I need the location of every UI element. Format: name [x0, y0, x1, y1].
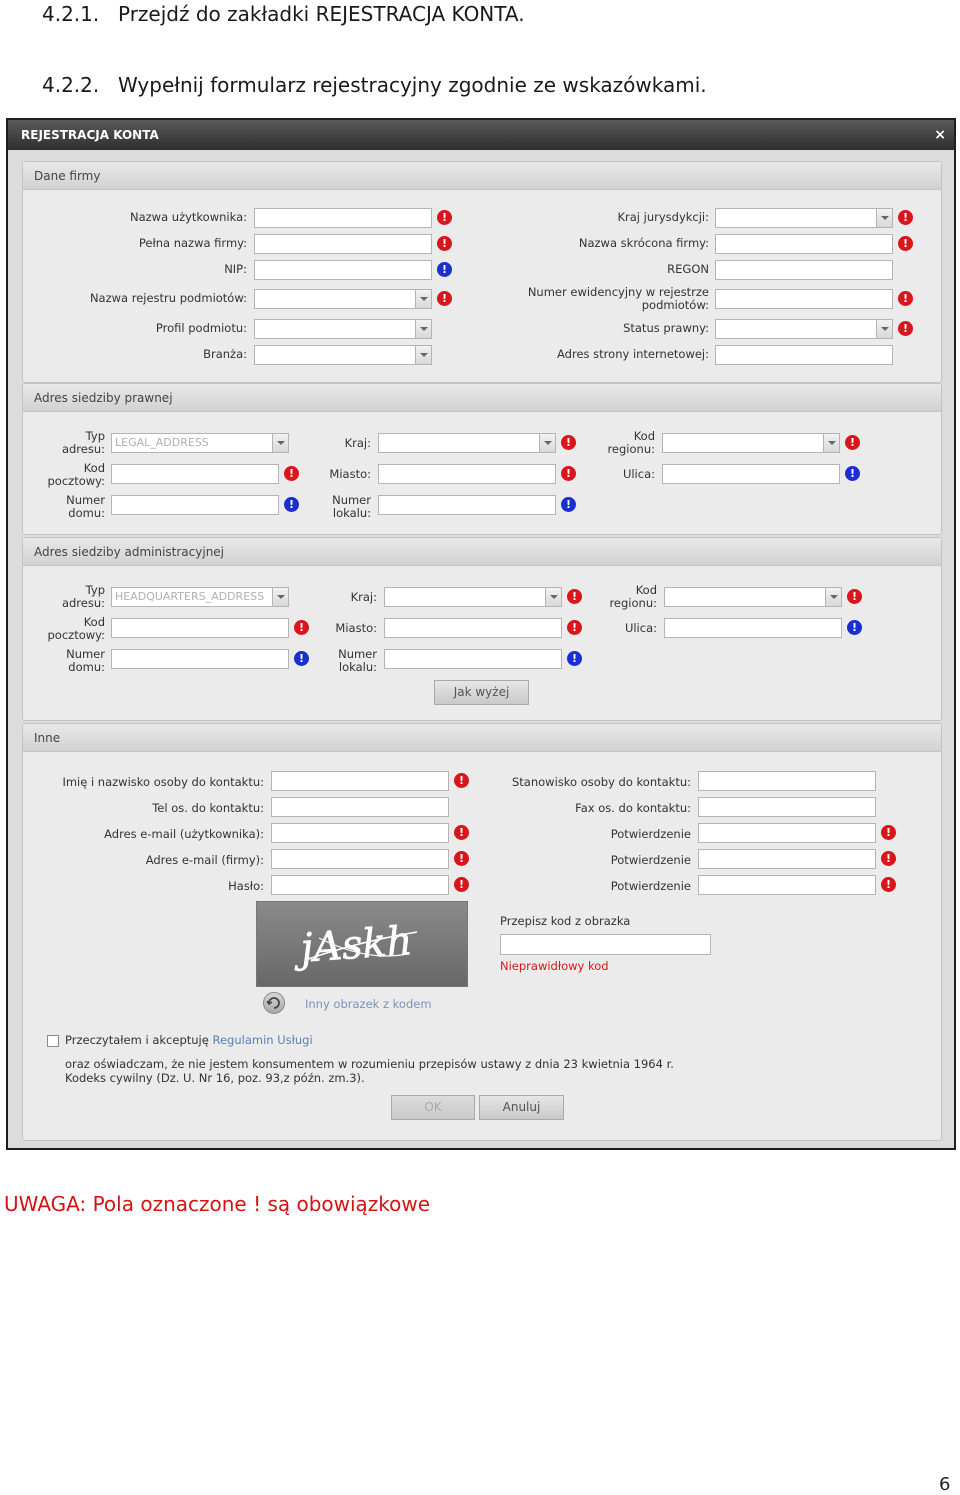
step-2-number: 4.2.2. — [42, 73, 100, 97]
legal-status-label: Status prawny: — [623, 321, 709, 335]
captcha-input[interactable] — [500, 934, 711, 955]
required-icon: ! — [454, 825, 469, 840]
captcha-graphic — [257, 902, 467, 986]
email-company-input[interactable] — [271, 849, 449, 869]
legal-street-input[interactable] — [662, 464, 840, 484]
required-icon: ! — [567, 620, 582, 635]
chevron-down-icon[interactable] — [272, 434, 288, 452]
fullname-label: Pełna nazwa firmy: — [138, 236, 247, 250]
legal-type-value: LEGAL_ADDRESS — [115, 436, 209, 449]
admin-postal-label — [48, 616, 106, 642]
required-icon: ! — [881, 851, 896, 866]
contact-phone-label: Tel os. do kontaktu: — [152, 801, 264, 815]
email-company-label: Adres e-mail (firmy): — [145, 853, 264, 867]
cancel-button[interactable]: Anuluj — [479, 1095, 564, 1120]
required-icon: ! — [437, 236, 452, 251]
admin-region-select[interactable] — [664, 587, 842, 607]
industry-select[interactable] — [254, 345, 432, 365]
refresh-icon[interactable] — [263, 992, 285, 1014]
legal-house-label-line1: Numer — [66, 493, 105, 507]
confirm-email-company-input[interactable] — [698, 849, 876, 869]
admin-address-panel — [22, 537, 942, 721]
shortname-label: Nazwa skrócona firmy: — [578, 236, 709, 250]
legal-type-label-line2: adresu: — [61, 442, 105, 456]
required-icon: ! — [437, 210, 452, 225]
required-icon: ! — [567, 589, 582, 604]
email-user-input[interactable] — [271, 823, 449, 843]
legal-region-label-line2: regionu: — [607, 442, 655, 456]
close-icon[interactable]: × — [934, 127, 946, 143]
required-icon: ! — [454, 773, 469, 788]
admin-house-label — [66, 648, 105, 674]
info-icon: ! — [847, 620, 862, 635]
dialog-titlebar — [8, 120, 954, 150]
required-icon: ! — [294, 620, 309, 635]
required-icon: ! — [898, 210, 913, 225]
legal-region-label-line1: Kod — [633, 429, 655, 443]
legal-postal-label-line2: pocztowy: — [47, 474, 105, 488]
admin-address-heading: Adres siedziby administracyjnej — [23, 538, 941, 566]
legal-city-input[interactable] — [378, 464, 556, 484]
password-input[interactable] — [271, 875, 449, 895]
terms-prefix: Przeczytałem i akceptuję — [65, 1033, 209, 1047]
admin-unit-input[interactable] — [384, 649, 562, 669]
required-icon: ! — [881, 825, 896, 840]
contact-fax-label: Fax os. do kontaktu: — [575, 801, 691, 815]
legal-house-label-line2: domu: — [68, 506, 105, 520]
legal-street-label: Ulica: — [622, 467, 655, 481]
same-as-above-button[interactable]: Jak wyżej — [434, 680, 529, 705]
captcha-image — [256, 901, 468, 987]
shortname-input[interactable] — [715, 234, 893, 254]
admin-street-input[interactable] — [664, 618, 842, 638]
required-icon: ! — [561, 435, 576, 450]
contact-position-input[interactable] — [698, 771, 876, 791]
regnum-label-line2: podmiotów: — [641, 298, 709, 312]
legal-type-label — [62, 430, 105, 456]
website-input[interactable] — [715, 345, 893, 365]
username-label: Nazwa użytkownika: — [130, 210, 247, 224]
terms-checkbox[interactable] — [47, 1035, 59, 1047]
company-panel-heading: Dane firmy — [23, 162, 941, 190]
nip-label: NIP: — [224, 262, 247, 276]
legal-region-label — [607, 430, 655, 456]
dialog-title: REJESTRACJA KONTA — [21, 128, 159, 142]
legal-unit-input[interactable] — [378, 495, 556, 515]
terms-link[interactable]: Regulamin Usługi — [212, 1033, 313, 1047]
chevron-down-icon[interactable] — [823, 434, 839, 452]
admin-street-label: Ulica: — [624, 621, 657, 635]
chevron-down-icon[interactable] — [272, 588, 288, 606]
legal-unit-label-line2: lokalu: — [332, 506, 371, 520]
captcha-prompt: Przepisz kod z obrazka — [500, 914, 631, 928]
confirm-password-label: Potwierdzenie — [610, 879, 691, 893]
admin-postal-label-line1: Kod — [83, 615, 105, 629]
step-1 — [42, 2, 525, 26]
registration-dialog — [6, 118, 956, 1150]
dialog-body — [8, 150, 954, 1148]
contact-name-input[interactable] — [271, 771, 449, 791]
regnum-label-line1: Numer ewidencyjny w rejestrze — [527, 285, 709, 299]
legal-city-label: Miasto: — [329, 467, 371, 481]
step-1-text: Przejdź do zakładki REJESTRACJA KONTA. — [118, 2, 525, 26]
admin-house-label-line1: Numer — [66, 647, 105, 661]
required-icon: ! — [881, 877, 896, 892]
required-icon: ! — [454, 877, 469, 892]
admin-unit-label-line1: Numer — [338, 647, 377, 661]
legal-unit-label-line1: Numer — [332, 493, 371, 507]
other-panel-heading: Inne — [23, 724, 941, 752]
required-icon: ! — [561, 466, 576, 481]
admin-type-label-line2: adresu: — [61, 596, 105, 610]
legal-house-label — [66, 494, 105, 520]
legal-address-panel — [22, 383, 942, 535]
admin-postal-input[interactable] — [111, 618, 289, 638]
regon-label: REGON — [667, 262, 709, 276]
email-user-label: Adres e-mail (użytkownika): — [104, 827, 264, 841]
username-input[interactable] — [254, 208, 432, 228]
legal-country-label: Kraj: — [344, 436, 371, 450]
contact-position-label: Stanowisko osoby do kontaktu: — [512, 775, 691, 789]
legal-address-heading: Adres siedziby prawnej — [23, 384, 941, 412]
confirm-password-input[interactable] — [698, 875, 876, 895]
admin-type-select[interactable] — [111, 587, 289, 607]
captcha-code: jAskh — [299, 918, 414, 972]
chevron-down-icon[interactable] — [876, 320, 892, 338]
info-icon: ! — [294, 651, 309, 666]
profile-select[interactable] — [254, 319, 432, 339]
country-label: Kraj jurysdykcji: — [617, 210, 709, 224]
admin-type-label-line1: Typ — [85, 583, 105, 597]
legal-type-select[interactable] — [111, 433, 289, 453]
chevron-down-icon[interactable] — [825, 588, 841, 606]
fullname-input[interactable] — [254, 234, 432, 254]
profile-label: Profil podmiotu: — [155, 321, 247, 335]
registry-label: Nazwa rejestru podmiotów: — [89, 291, 247, 305]
info-icon: ! — [561, 497, 576, 512]
admin-house-input[interactable] — [111, 649, 289, 669]
legal-postal-label — [48, 462, 106, 488]
declaration-line-1: oraz oświadczam, że nie jestem konsumentem w rozumieniu przepisów ustawy z dnia 23 kwietnia 1964 r. — [65, 1057, 674, 1071]
contact-phone-input[interactable] — [271, 797, 449, 817]
required-icon: ! — [898, 321, 913, 336]
admin-region-label-line2: regionu: — [609, 596, 657, 610]
admin-city-label: Miasto: — [335, 621, 377, 635]
legal-postal-label-line1: Kod — [83, 461, 105, 475]
admin-type-label — [62, 584, 105, 610]
legal-status-select[interactable] — [715, 319, 893, 339]
chevron-down-icon[interactable] — [876, 209, 892, 227]
required-icon: ! — [284, 466, 299, 481]
chevron-down-icon[interactable] — [545, 588, 561, 606]
legal-unit-label — [332, 494, 371, 520]
step-2 — [42, 73, 707, 97]
captcha-error: Nieprawidłowy kod — [500, 959, 609, 973]
legal-region-select[interactable] — [662, 433, 840, 453]
admin-region-label-line1: Kod — [635, 583, 657, 597]
ok-button[interactable]: OK — [391, 1095, 475, 1120]
terms-label — [65, 1034, 313, 1047]
password-label: Hasło: — [228, 879, 264, 893]
required-fields-note: UWAGA: Pola oznaczone ! są obowiązkowe — [4, 1192, 431, 1216]
admin-postal-label-line2: pocztowy: — [47, 628, 105, 642]
info-icon: ! — [845, 466, 860, 481]
admin-country-select[interactable] — [384, 587, 562, 607]
company-panel — [22, 161, 942, 383]
declaration-line-2: Kodeks cywilny (Dz. U. Nr 16, poz. 93,z późn. zm.3). — [65, 1071, 365, 1085]
required-icon: ! — [454, 851, 469, 866]
registry-select[interactable] — [254, 289, 432, 309]
required-icon: ! — [437, 291, 452, 306]
admin-unit-label-line2: lokalu: — [338, 660, 377, 674]
admin-house-label-line2: domu: — [68, 660, 105, 674]
nip-input[interactable] — [254, 260, 432, 280]
step-1-number: 4.2.1. — [42, 2, 100, 26]
regnum-input[interactable] — [715, 289, 893, 309]
required-icon: ! — [847, 589, 862, 604]
admin-type-value: HEADQUARTERS_ADDRESS — [115, 590, 265, 603]
contact-name-label: Imię i nazwisko osoby do kontaktu: — [62, 775, 264, 789]
legal-postal-input[interactable] — [111, 464, 279, 484]
required-icon: ! — [898, 236, 913, 251]
confirm-email-user-label: Potwierdzenie — [610, 827, 691, 841]
info-icon: ! — [437, 262, 452, 277]
page-number: 6 — [939, 1474, 951, 1495]
admin-unit-label — [338, 648, 377, 674]
chevron-down-icon[interactable] — [539, 434, 555, 452]
chevron-down-icon[interactable] — [415, 320, 431, 338]
required-icon: ! — [845, 435, 860, 450]
legal-house-input[interactable] — [111, 495, 279, 515]
admin-country-label: Kraj: — [350, 590, 377, 604]
contact-fax-input[interactable] — [698, 797, 876, 817]
step-2-text: Wypełnij formularz rejestracyjny zgodnie ze wskazówkami. — [118, 73, 707, 97]
country-select[interactable] — [715, 208, 893, 228]
required-icon: ! — [898, 291, 913, 306]
admin-region-label — [609, 584, 657, 610]
chevron-down-icon[interactable] — [415, 290, 431, 308]
confirm-email-company-label: Potwierdzenie — [610, 853, 691, 867]
captcha-refresh-link[interactable]: Inny obrazek z kodem — [305, 997, 432, 1011]
info-icon: ! — [284, 497, 299, 512]
legal-country-select[interactable] — [378, 433, 556, 453]
admin-city-input[interactable] — [384, 618, 562, 638]
confirm-email-user-input[interactable] — [698, 823, 876, 843]
legal-type-label-line1: Typ — [85, 429, 105, 443]
website-label: Adres strony internetowej: — [557, 347, 709, 361]
industry-label: Branża: — [203, 347, 247, 361]
other-panel — [22, 723, 942, 1141]
chevron-down-icon[interactable] — [415, 346, 431, 364]
regnum-label — [528, 286, 709, 312]
regon-input[interactable] — [715, 260, 893, 280]
info-icon: ! — [567, 651, 582, 666]
